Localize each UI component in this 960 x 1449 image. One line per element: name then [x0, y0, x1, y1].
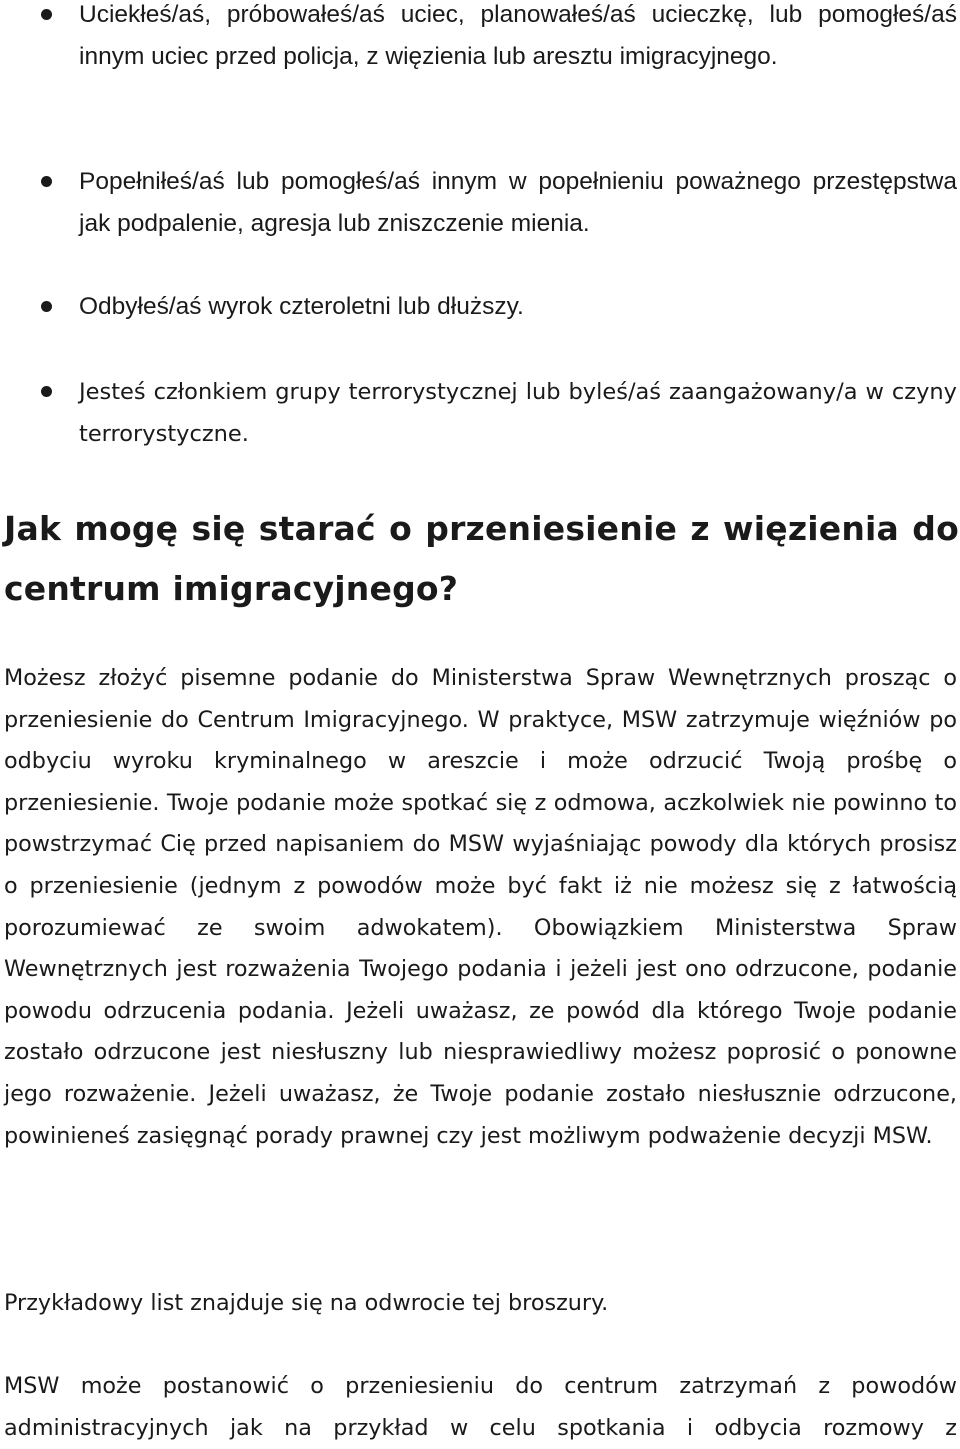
bullet-text: Odbyłeś/aś wyrok czteroletni lub dłuższy. — [79, 293, 524, 320]
bullet-dot-icon — [41, 386, 52, 397]
body-paragraph-sample-letter: Przykładowy list znajduje się na odwrocie tej broszury. — [4, 1290, 609, 1316]
bullet-item-escape — [0, 0, 960, 78]
bullet-item-serious-crime — [0, 161, 960, 245]
body-paragraph-transfer-request: Możesz złożyć pisemne podanie do Ministerstwa Spraw Wewnętrznych prosząc o przeniesienie do Centrum Imigracyjnego. W praktyce, MSW zatrzymuje więźniów po odbyciu wyroku kryminalnego w areszcie i może odrzucić Twoją prośbę o przeniesienie. Twoje podanie może spotkać się z odmowa, aczkolwiek nie powinno to powstrzymać Cię przed napisaniem do MSW wyjaśniając powody dla których prosisz o przeniesienie (jednym z powodów może być fakt iż nie możesz się z łatwością porozumiewać ze swoim adwokatem). Obowiązkiem Ministerstwa Spraw Wewnętrznych jest rozważenia Twojego podania i jeżeli jest ono odrzucone, podanie powodu odrzucenia podania. Jeżeli uważasz, ze powód dla którego Twoje podanie zostało odrzucone jest niesłuszny lub niesprawiedliwy możesz poprosić o ponowne jego rozważenie. Jeżeli uważasz, że Twoje podanie zostało niesłusznie odrzucone, powinieneś zasięgnąć porady prawnej czy jest możliwym podważenie decyzji MSW. — [4, 665, 957, 1149]
bullet-dot-icon — [41, 301, 52, 312]
bullet-dot-icon — [41, 176, 52, 187]
bullet-text: Popełniłeś/aś lub pomogłeś/aś innym w popełnieniu poważnego przestępstwa jak podpalenie, agresja lub zniszczenie mienia. — [79, 168, 957, 237]
bullet-text: Jesteś członkiem grupy terrorystycznej lub byleś/aś zaangażowany/a w czyny terrorystyczne. — [79, 379, 957, 447]
section-heading: Jak mogę się starać o przeniesienie z więzienia do centrum imigracyjnego? — [4, 509, 959, 608]
bullet-item-terrorism — [0, 371, 960, 455]
bullet-item-sentence — [0, 286, 960, 328]
bullet-dot-icon — [41, 9, 52, 20]
bullet-text: Uciekłeś/aś, próbowałeś/aś uciec, planowałeś/aś ucieczkę, lub pomogłeś/aś innym uciec przed policja, z więzienia lub aresztu imigracyjnego. — [79, 1, 957, 70]
body-paragraph-administrative: MSW może postanowić o przeniesieniu do centrum zatrzymań z powodów administracyjnych jak na przykład w celu spotkania i odbycia rozmowy z — [4, 1373, 957, 1441]
